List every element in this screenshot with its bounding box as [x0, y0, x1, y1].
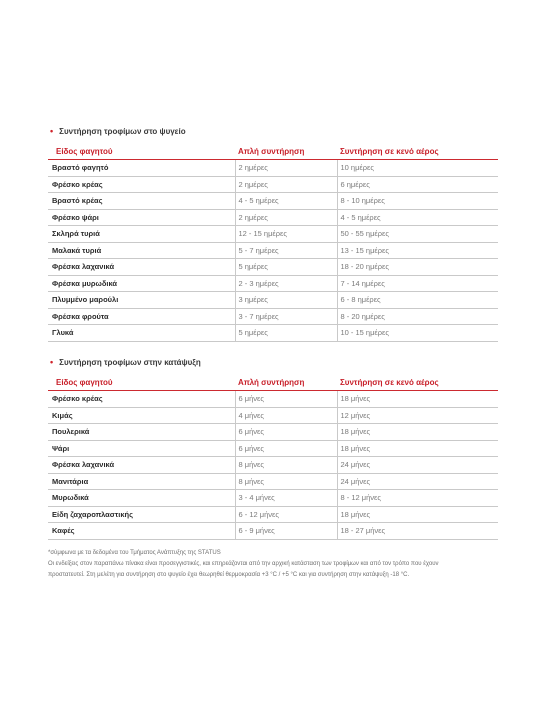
- food-name: Κιμάς: [48, 407, 235, 424]
- food-name: Είδη ζαχαροπλαστικής: [48, 506, 235, 523]
- simple-storage-value: 6 - 12 μήνες: [235, 506, 337, 523]
- footnote: [48, 548, 500, 581]
- table-row: [48, 490, 498, 507]
- column-header-vacuum: Συντήρηση σε κενό αέρος: [337, 144, 498, 160]
- vacuum-storage-value: 18 - 20 ημέρες: [337, 259, 498, 276]
- column-header-vacuum: Συντήρηση σε κενό αέρος: [337, 375, 498, 391]
- food-name: Φρέσκο κρέας: [48, 391, 235, 408]
- table-header-row: [48, 375, 498, 391]
- vacuum-storage-value: 18 μήνες: [337, 440, 498, 457]
- bullet-icon: •: [50, 125, 54, 136]
- food-name: Βραστό κρέας: [48, 193, 235, 210]
- table-row: [48, 176, 498, 193]
- vacuum-storage-value: 8 - 12 μήνες: [337, 490, 498, 507]
- food-name: Φρέσκα λαχανικά: [48, 457, 235, 474]
- table-row: [48, 193, 498, 210]
- simple-storage-value: 2 - 3 ημέρες: [235, 275, 337, 292]
- food-name: Πουλερικά: [48, 424, 235, 441]
- table-row: [48, 226, 498, 243]
- bullet-icon: •: [50, 356, 54, 367]
- food-name: Φρέσκα φρούτα: [48, 308, 235, 325]
- simple-storage-value: 3 - 4 μήνες: [235, 490, 337, 507]
- table-row: [48, 242, 498, 259]
- table-header-row: [48, 144, 498, 160]
- table-row: [48, 209, 498, 226]
- simple-storage-value: 5 ημέρες: [235, 259, 337, 276]
- table-row: [48, 457, 498, 474]
- vacuum-storage-value: 18 μήνες: [337, 424, 498, 441]
- fridge-table: [48, 144, 498, 342]
- column-header-food: Είδος φαγητού: [48, 375, 235, 391]
- vacuum-storage-value: 24 μήνες: [337, 457, 498, 474]
- food-name: Φρέσκο κρέας: [48, 176, 235, 193]
- column-header-simple: Απλή συντήρηση: [235, 375, 337, 391]
- simple-storage-value: 2 ημέρες: [235, 209, 337, 226]
- food-name: Σκληρά τυριά: [48, 226, 235, 243]
- food-name: Βραστό φαγητό: [48, 160, 235, 177]
- simple-storage-value: 5 - 7 ημέρες: [235, 242, 337, 259]
- food-name: Φρέσκα μυρωδικά: [48, 275, 235, 292]
- food-name: Μανιτάρια: [48, 473, 235, 490]
- food-name: Πλυμμένο μαρούλι: [48, 292, 235, 309]
- vacuum-storage-value: 6 - 8 ημέρες: [337, 292, 498, 309]
- table-row: [48, 160, 498, 177]
- vacuum-storage-value: 12 μήνες: [337, 407, 498, 424]
- footnote-disclaimer: Οι ενδείξεις στον παραπάνω πίνακα είναι προσεγγιστικές, και επηρεάζονται από την αρχική κατάσταση των τροφίμων και από τον τρόπο που έχουν: [48, 561, 439, 567]
- table-row: [48, 391, 498, 408]
- vacuum-storage-value: 7 - 14 ημέρες: [337, 275, 498, 292]
- table-row: [48, 506, 498, 523]
- simple-storage-value: 4 - 5 ημέρες: [235, 193, 337, 210]
- simple-storage-value: 3 ημέρες: [235, 292, 337, 309]
- vacuum-storage-value: 8 - 20 ημέρες: [337, 308, 498, 325]
- vacuum-storage-value: 4 - 5 ημέρες: [337, 209, 498, 226]
- simple-storage-value: 8 μήνες: [235, 457, 337, 474]
- vacuum-storage-value: 6 ημέρες: [337, 176, 498, 193]
- table-row: [48, 473, 498, 490]
- table-row: [48, 308, 498, 325]
- simple-storage-value: 6 - 9 μήνες: [235, 523, 337, 540]
- simple-storage-value: 8 μήνες: [235, 473, 337, 490]
- food-name: Γλυκά: [48, 325, 235, 342]
- fridge-section-title: [50, 124, 498, 138]
- simple-storage-value: 5 ημέρες: [235, 325, 337, 342]
- table-row: [48, 292, 498, 309]
- freezer-table: [48, 375, 498, 540]
- simple-storage-value: 4 μήνες: [235, 407, 337, 424]
- freezer-section-title: [50, 355, 498, 369]
- vacuum-storage-value: 10 - 15 ημέρες: [337, 325, 498, 342]
- vacuum-storage-value: 18 μήνες: [337, 391, 498, 408]
- fridge-section: [48, 124, 498, 342]
- simple-storage-value: 3 - 7 ημέρες: [235, 308, 337, 325]
- simple-storage-value: 2 ημέρες: [235, 160, 337, 177]
- freezer-section: [48, 355, 498, 540]
- footnote-source: *σύμφωνα με τα δεδομένα του Τμήματος Ανάπτυξης της STATUS: [48, 550, 221, 556]
- food-name: Μυρωδικά: [48, 490, 235, 507]
- table-row: [48, 523, 498, 540]
- vacuum-storage-value: 13 - 15 ημέρες: [337, 242, 498, 259]
- food-name: Καφές: [48, 523, 235, 540]
- simple-storage-value: 6 μήνες: [235, 424, 337, 441]
- fridge-title-text: Συντήρηση τροφίμων στο ψυγείο: [59, 126, 186, 136]
- food-name: Φρέσκο ψάρι: [48, 209, 235, 226]
- table-row: [48, 407, 498, 424]
- freezer-title-text: Συντήρηση τροφίμων στην κατάψυξη: [59, 357, 201, 367]
- food-name: Φρέσκα λαχανικά: [48, 259, 235, 276]
- vacuum-storage-value: 8 - 10 ημέρες: [337, 193, 498, 210]
- footnote-temperatures: προστατευτεί. Στη μελέτη για συντήρηση στο ψυγείο έχει θεωρηθεί θερμοκρασία +3 °C / +5 °C και για συντήρηση στην κατάψυξη -18 °C.: [48, 572, 410, 578]
- simple-storage-value: 2 ημέρες: [235, 176, 337, 193]
- simple-storage-value: 6 μήνες: [235, 391, 337, 408]
- vacuum-storage-value: 50 - 55 ημέρες: [337, 226, 498, 243]
- simple-storage-value: 6 μήνες: [235, 440, 337, 457]
- food-name: Ψάρι: [48, 440, 235, 457]
- table-row: [48, 325, 498, 342]
- column-header-food: Είδος φαγητού: [48, 144, 235, 160]
- table-row: [48, 259, 498, 276]
- column-header-simple: Απλή συντήρηση: [235, 144, 337, 160]
- table-row: [48, 424, 498, 441]
- vacuum-storage-value: 24 μήνες: [337, 473, 498, 490]
- table-row: [48, 440, 498, 457]
- food-name: Μαλακά τυριά: [48, 242, 235, 259]
- vacuum-storage-value: 18 - 27 μήνες: [337, 523, 498, 540]
- simple-storage-value: 12 - 15 ημέρες: [235, 226, 337, 243]
- vacuum-storage-value: 10 ημέρες: [337, 160, 498, 177]
- table-row: [48, 275, 498, 292]
- vacuum-storage-value: 18 μήνες: [337, 506, 498, 523]
